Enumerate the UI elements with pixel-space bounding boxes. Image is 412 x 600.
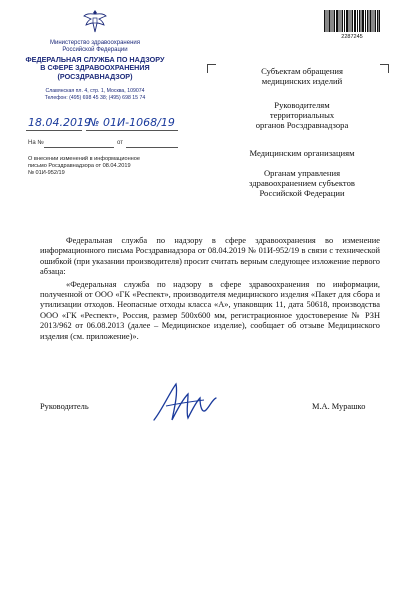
registration-number [88, 116, 175, 129]
number-underline [86, 130, 178, 131]
address-bracket-left [207, 64, 216, 73]
signatory-position: Руководитель [40, 402, 89, 411]
ref-date-label: от [117, 140, 123, 146]
recipient-4-line-3: Российской Федерации [259, 188, 345, 198]
recipient-4-line-2: здравоохранением субъектов [249, 178, 355, 188]
subject-line-1: О внесении изменений в информационное [28, 156, 140, 162]
ref-number-line [44, 147, 114, 148]
recipient-2-line-3: органов Росздравнадзора [255, 120, 349, 130]
ministry-line-2: Российской Федерации [62, 47, 128, 53]
recipient-3-line-1: Медицинским организациям [249, 148, 355, 158]
number-sign: № [88, 116, 100, 129]
ref-number-label: На № [28, 140, 44, 146]
signatory-name: М.А. Мурашко [312, 402, 366, 411]
recipient-1 [232, 66, 372, 86]
letter-body [40, 236, 380, 342]
recipient-2-line-2: территориальных [269, 110, 335, 120]
body-paragraph-1: Федеральная служба по надзору в сфере здравоохранения во изменение информационного письма Росздравнадзора от 08.04.2019 № 01И-952/19 в связи с технической ошибкой (при указании производителя) просит считать верным следующее изложение первого абзаца: [40, 236, 380, 277]
recipient-4-line-1: Органам управления [263, 168, 341, 178]
handwritten-signature-icon [148, 380, 220, 426]
agency-line-3: (РОСЗДРАВНАДЗОР) [57, 71, 133, 81]
address-bracket-right [380, 64, 389, 73]
address-line-2: Телефон: (495) 698 45 38; (495) 698 15 74 [44, 95, 146, 101]
ministry-name [20, 40, 170, 54]
recipient-2 [232, 100, 372, 130]
russian-eagle-emblem-icon [83, 8, 107, 34]
recipient-3 [232, 148, 372, 158]
registration-date: 18.04.2019 [28, 116, 91, 129]
date-underline [26, 130, 82, 131]
letter-subject [28, 156, 178, 177]
recipient-4 [232, 168, 372, 198]
body-paragraph-2: «Федеральная служба по надзору в сфере здравоохранения по информации, полученной от ООО «ГК «Респект», производителя медицинского изделия «Пакет для сбора и утилизации отходов. Неопасные отходы класса «А», упаковщик 11, дата 50618, производства ООО «ГК «Респект», Россия, размер 500х600 мм, регистрационное удостоверение № РЗН 2013/962 от 06.08.2013 (далее – Медицинское изделие), сообщает об отзыве Медицинского изделия (см. приложение)». [40, 279, 380, 341]
agency-name [14, 56, 176, 81]
agency-line-1: ФЕДЕРАЛЬНАЯ СЛУЖБА ПО НАДЗОРУ [25, 55, 165, 64]
subject-line-3: № 01И-952/19 [28, 170, 65, 176]
subject-line-2: письмо Росздравнадзора от 08.04.2019 [28, 163, 131, 169]
number-value: 01И-1068/19 [102, 116, 175, 129]
address-line-1: Славянская пл. 4, стр. 1, Москва, 109074 [45, 88, 145, 94]
ref-date-line [126, 147, 178, 148]
recipient-1-line-2: медицинских изделий [261, 76, 343, 86]
ministry-line-1: Министерство здравоохранения [50, 40, 140, 46]
recipient-2-line-1: Руководителям [274, 100, 330, 110]
recipient-1-line-1: Субъектам обращения [261, 66, 343, 76]
agency-line-2: В СФЕРЕ ЗДРАВООХРАНЕНИЯ [40, 63, 150, 73]
barcode-number: 2287245 [341, 34, 363, 40]
agency-address [20, 88, 170, 102]
barcode-icon [324, 10, 380, 32]
